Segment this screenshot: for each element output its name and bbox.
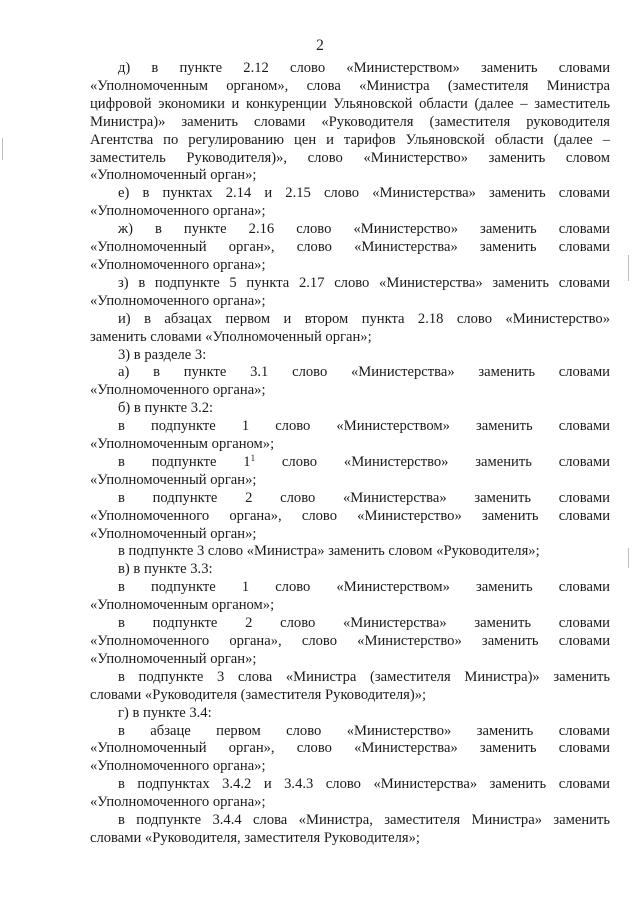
text-line: «Уполномоченный орган», слово «Министерства» заменить словами [90, 740, 610, 757]
text-line: г) в пункте 3.4: [118, 704, 212, 721]
paragraph-g1 [90, 723, 610, 777]
paragraph-z [90, 275, 610, 311]
paragraph-g3 [90, 812, 610, 848]
text-line: «Уполномоченный орган»; [90, 525, 257, 542]
text-line: словами «Руководителя, заместителя Руководителя»; [90, 829, 420, 846]
paragraph-b [90, 400, 610, 418]
paragraph-b4 [90, 543, 610, 561]
text-line: б) в пункте 3.2: [118, 400, 214, 417]
text-line: «Уполномоченного органа»; [90, 758, 266, 775]
text-line: «Уполномоченный орган»; [90, 471, 257, 488]
text-line: в подпункте 1 слово «Министерством» заменить словами [118, 418, 610, 435]
paragraph-g [90, 705, 610, 723]
paragraph-v [90, 561, 610, 579]
paragraph-d [90, 60, 610, 185]
paragraph-b2 [90, 454, 610, 490]
text-line: «Уполномоченным органом», слова «Министра (заместителя Министра [90, 77, 610, 94]
text-line: в подпункте 2 слово «Министерства» заменить словами [118, 489, 610, 506]
superscript: 1 [250, 452, 256, 463]
text-line: «Уполномоченного органа», слово «Министерство» заменить словами [90, 633, 610, 649]
paragraph-e [90, 185, 610, 221]
text-line: «Уполномоченного органа»; [90, 256, 266, 273]
text-line [90, 454, 610, 472]
text-line: «Уполномоченного органа»; [90, 292, 266, 309]
paragraph-v3 [90, 669, 610, 705]
text-line: словами «Руководителя (заместителя Руководителя)»; [90, 686, 427, 703]
text-line: а) в пункте 3.1 слово «Министерства» заменить словами [118, 364, 610, 381]
text-line: Министра)» заменить словами «Руководителя (заместителя руководителя [90, 113, 610, 130]
paragraph-v2 [90, 615, 610, 669]
text-line: в подпунктах 3.4.2 и 3.4.3 слово «Министерства» заменить словами [118, 776, 610, 793]
text-line: е) в пунктах 2.14 и 2.15 слово «Министерства» заменить словами [118, 185, 610, 202]
paragraph-a [90, 364, 610, 400]
text-line: д) в пункте 2.12 слово «Министерством» заменить словами [118, 60, 610, 76]
paragraph-b1 [90, 418, 610, 454]
text-line: «Уполномоченного органа»; [90, 382, 266, 399]
text-line: в подпункте 3.4.4 слова «Министра, заместителя Министра» заменить [118, 812, 610, 829]
text-fragment: в подпункте 1 [118, 453, 251, 470]
paragraph-i [90, 311, 610, 347]
text-fragment: слово «Министерство» заменить словами [255, 453, 610, 470]
text-line: з) в подпункте 5 пункта 2.17 слово «Министерства» заменить словами [118, 274, 610, 291]
paragraph-zh [90, 221, 610, 275]
text-line: «Уполномоченным органом»; [90, 436, 275, 453]
text-line: в подпункте 2 слово «Министерства» заменить словами [118, 615, 610, 632]
text-line: «Уполномоченного органа», слово «Министерство» заменить словами [90, 507, 610, 524]
text-line: Агентства по регулированию цен и тарифов Ульяновской области (далее – [90, 131, 610, 148]
text-line: заместитель Руководителя)», слово «Министерство» заменить словом [90, 149, 610, 166]
text-line: «Уполномоченного органа»; [90, 203, 266, 220]
scan-edge-mark [628, 255, 629, 281]
text-line: «Уполномоченного органа»; [90, 794, 266, 811]
text-line: «Уполномоченный орган»; [90, 650, 257, 667]
text-line: и) в абзацах первом и втором пункта 2.18 слово «Министерство» [118, 310, 610, 327]
page-number: 2 [316, 37, 324, 54]
text-line: ж) в пункте 2.16 слово «Министерство» заменить словами [118, 221, 610, 238]
text-line: цифровой экономики и конкуренции Ульяновской области (далее – заместитель [90, 95, 610, 112]
text-line: в подпункте 1 слово «Министерством» заменить словами [118, 579, 610, 596]
text-line: «Уполномоченный орган», слово «Министерства» заменить словами [90, 239, 610, 256]
paragraph-s3 [90, 347, 610, 365]
text-line: в абзаце первом слово «Министерство» заменить словами [118, 722, 610, 739]
paragraph-g2 [90, 776, 610, 812]
text-line: в подпункте 3 слово «Министра» заменить словом «Руководителя»; [118, 543, 540, 560]
text-line: в подпункте 3 слова «Министра (заместителя Министра)» заменить [118, 668, 610, 685]
text-line: «Уполномоченный орган»; [90, 167, 257, 184]
paragraph-v1 [90, 579, 610, 615]
text-line: заменить словами «Уполномоченный орган»; [90, 328, 372, 345]
paragraph-b3 [90, 490, 610, 544]
scan-edge-mark [628, 548, 629, 568]
text-line: в) в пункте 3.3: [118, 561, 213, 578]
scan-edge-mark [2, 138, 3, 160]
text-line: «Уполномоченным органом»; [90, 597, 275, 614]
text-line: 3) в разделе 3: [118, 346, 207, 363]
document-body [90, 60, 610, 848]
